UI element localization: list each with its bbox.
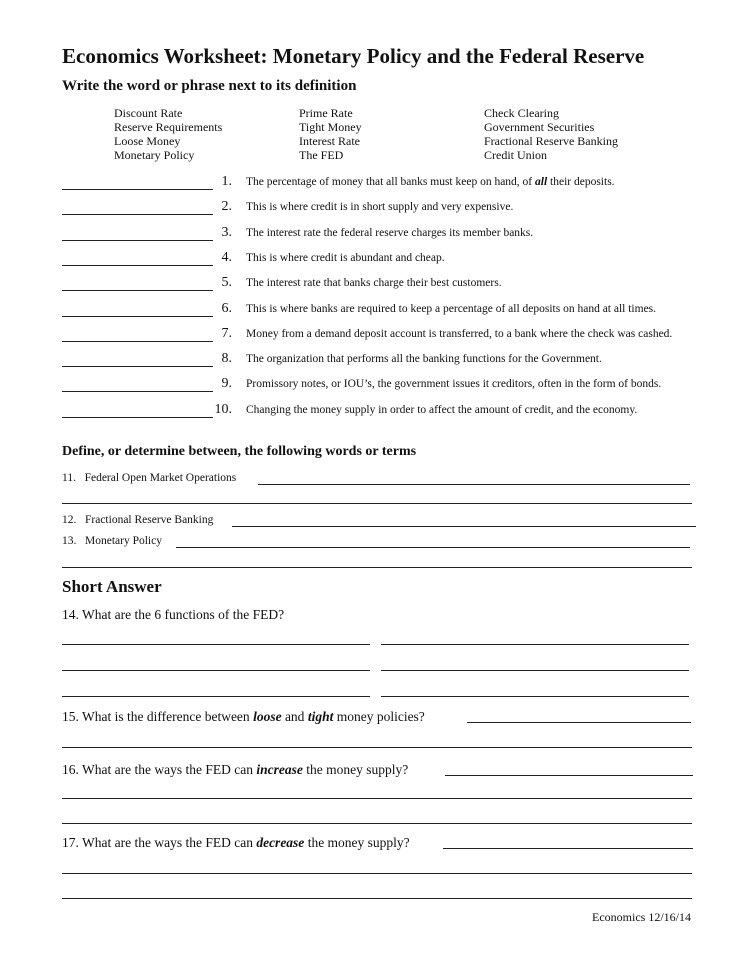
question-text: 15. What is the difference between [62, 709, 254, 724]
answer-line[interactable] [62, 214, 213, 215]
answer-line[interactable] [62, 696, 370, 697]
definition-text-part: The organization that performs all the banking functions for the Government. [246, 353, 602, 366]
question-text: 16. What are the ways the FED can [62, 762, 257, 777]
word-bank-term: Reserve Requirements [114, 120, 223, 134]
item-number: 11. [62, 472, 76, 484]
answer-line[interactable] [445, 775, 693, 776]
answer-line[interactable] [232, 526, 696, 527]
emphasis: all [535, 176, 548, 188]
definition-text [246, 378, 661, 390]
question-16 [62, 762, 408, 778]
definition-number: 6. [221, 300, 232, 316]
question-15 [62, 709, 425, 725]
word-bank-term: Check Clearing [484, 106, 559, 120]
item-12 [62, 514, 213, 526]
definition-text-part: This is where credit is in short supply and very expensive. [246, 201, 514, 214]
emphasis: loose [253, 709, 282, 724]
answer-line[interactable] [62, 670, 370, 671]
emphasis: decrease [256, 835, 305, 850]
definition-text [246, 353, 602, 365]
definition-text-part: The percentage of money that all banks must keep on hand, of [246, 176, 536, 188]
definition-text-part: The interest rate that banks charge their best customers. [246, 277, 502, 290]
footer-label: Economics 12/16/14 [592, 910, 691, 924]
word-bank-term: Tight Money [299, 120, 362, 134]
answer-line[interactable] [62, 316, 213, 317]
answer-line[interactable] [381, 644, 689, 645]
definition-text [246, 303, 656, 315]
definition-number: 10. [214, 401, 232, 417]
answer-line[interactable] [62, 823, 692, 824]
question-text: the money supply? [304, 835, 410, 850]
answer-line[interactable] [62, 503, 692, 504]
definition-text [246, 404, 637, 416]
item-label: Fractional Reserve Banking [85, 514, 214, 526]
question-text: 17. What are the ways the FED can [62, 835, 257, 850]
item-number: 13. [62, 535, 77, 547]
section-heading-definitions: Write the word or phrase next to its definition [62, 78, 357, 94]
answer-line[interactable] [62, 747, 692, 748]
definition-text-part: This is where banks are required to keep a percentage of all deposits on hand at all times. [246, 302, 657, 315]
answer-line[interactable] [467, 722, 691, 723]
answer-line[interactable] [62, 798, 692, 799]
word-bank-term: The FED [299, 148, 344, 162]
definition-text [246, 201, 513, 213]
item-11 [62, 472, 236, 484]
answer-line[interactable] [62, 366, 213, 367]
word-bank-term: Prime Rate [299, 106, 353, 120]
item-label: Federal Open Market Operations [84, 472, 237, 484]
definition-text [246, 227, 533, 239]
definition-number: 8. [221, 351, 232, 367]
answer-line[interactable] [381, 670, 689, 671]
answer-line[interactable] [62, 898, 692, 899]
definition-text-part: Changing the money supply in order to affect the amount of credit, and the economy. [246, 403, 638, 416]
definition-text [246, 328, 672, 340]
definition-text-part: This is where credit is abundant and cheap. [246, 251, 445, 264]
word-bank-term: Monetary Policy [114, 148, 195, 162]
answer-line[interactable] [62, 265, 213, 266]
question-text: and [281, 709, 308, 724]
question-text: the money supply? [302, 762, 409, 777]
definition-text-part: Money from a demand deposit account is transferred, to a bank where the check was cashed. [246, 327, 673, 340]
definition-number: 9. [221, 376, 232, 392]
item-13 [62, 535, 162, 547]
word-bank-term: Government Securities [484, 120, 595, 134]
definition-text-part: Promissory notes, or IOU’s, the government issues it creditors, often in the form of bonds. [246, 378, 662, 391]
question-text: money policies? [333, 709, 425, 724]
answer-line[interactable] [62, 873, 692, 874]
definition-text-part: their deposits. [547, 176, 615, 188]
question-17 [62, 835, 410, 851]
definition-text [246, 176, 615, 188]
answer-line[interactable] [62, 290, 213, 291]
answer-line[interactable] [443, 848, 693, 849]
definition-number: 7. [221, 325, 232, 341]
answer-line[interactable] [62, 240, 213, 241]
emphasis: tight [307, 709, 334, 724]
definition-number: 2. [221, 199, 232, 215]
page-title: Economics Worksheet: Monetary Policy and the Federal Reserve [62, 44, 645, 68]
answer-line[interactable] [176, 547, 690, 548]
section-heading-short-answer: Short Answer [62, 577, 162, 596]
definition-number: 1. [221, 174, 232, 189]
answer-line[interactable] [62, 644, 370, 645]
item-label: Monetary Policy [85, 535, 162, 547]
word-bank-term: Discount Rate [114, 106, 183, 120]
definition-number: 4. [221, 249, 232, 265]
answer-line[interactable] [258, 484, 690, 485]
answer-line[interactable] [62, 391, 213, 392]
answer-line[interactable] [62, 189, 213, 190]
word-bank-term: Fractional Reserve Banking [484, 134, 618, 148]
definition-text-part: The interest rate the federal reserve charges its member banks. [246, 226, 534, 239]
definition-number: 3. [221, 224, 232, 240]
item-number: 12. [62, 514, 77, 526]
answer-line[interactable] [62, 417, 213, 418]
word-bank-term: Interest Rate [299, 134, 360, 148]
definition-number: 5. [221, 275, 232, 291]
word-bank-term: Credit Union [484, 148, 547, 162]
word-bank-term: Loose Money [114, 134, 181, 148]
emphasis: increase [256, 762, 303, 777]
section-heading-define: Define, or determine between, the following words or terms [62, 444, 417, 459]
answer-line[interactable] [62, 567, 692, 568]
question-14: 14. What are the 6 functions of the FED? [62, 607, 285, 622]
answer-line[interactable] [62, 341, 213, 342]
definition-text [246, 277, 502, 289]
definition-text [246, 252, 445, 264]
answer-line[interactable] [381, 696, 689, 697]
